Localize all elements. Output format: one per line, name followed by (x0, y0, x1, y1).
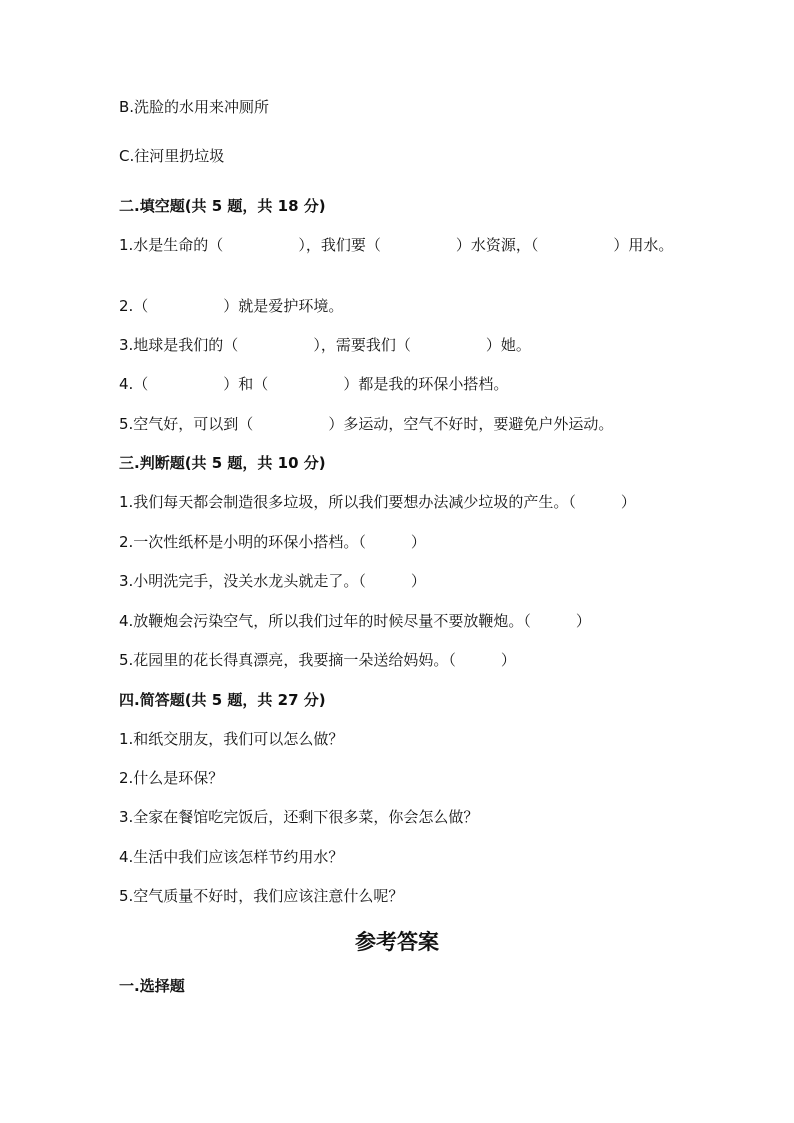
short-answer-q4: 4.生活中我们应该怎样节约用水？ (119, 848, 344, 866)
short-answer-q1: 1.和纸交朋友，我们可以怎么做？ (119, 730, 344, 748)
option-b: B.洗脸的水用来冲厕所 (119, 98, 270, 116)
answer-key-title: 参考答案 (355, 929, 439, 954)
judgement-q4: 4.放鞭炮会污染空气，所以我们过年的时候尽量不要放鞭炮。（ ） (119, 612, 591, 630)
option-c: C.往河里扔垃圾 (119, 147, 225, 165)
short-answer-q2: 2.什么是环保？ (119, 769, 224, 787)
answer-section-1-heading: 一.选择题 (119, 977, 185, 995)
short-answer-q3: 3.全家在餐馆吃完饭后，还剩下很多菜，你会怎么做？ (119, 808, 479, 826)
judgement-q2: 2.一次性纸杯是小明的环保小搭档。（ ） (119, 533, 426, 551)
fill-blank-q5: 5.空气好，可以到（ ）多运动，空气不好时，要避免户外运动。 (119, 415, 614, 433)
judgement-q1: 1.我们每天都会制造很多垃圾，所以我们要想办法减少垃圾的产生。（ ） (119, 493, 636, 511)
fill-blank-q3: 3.地球是我们的（ ），需要我们（ ）她。 (119, 336, 531, 354)
fill-blank-q4: 4.（ ）和（ ）都是我的环保小搭档。 (119, 375, 509, 393)
fill-blank-q2: 2.（ ）就是爱护环境。 (119, 297, 344, 315)
judgement-heading: 三.判断题(共 5 题，共 10 分) (119, 454, 326, 472)
short-answer-heading: 四.简答题(共 5 题，共 27 分) (119, 691, 326, 709)
short-answer-q5: 5.空气质量不好时，我们应该注意什么呢？ (119, 887, 404, 905)
fill-blank-heading: 二.填空题(共 5 题，共 18 分) (119, 197, 326, 215)
judgement-q5: 5.花园里的花长得真漂亮，我要摘一朵送给妈妈。（ ） (119, 651, 516, 669)
fill-blank-q1: 1.水是生命的（ ），我们要（ ）水资源，（ ）用水。 (119, 236, 674, 254)
judgement-q3: 3.小明洗完手，没关水龙头就走了。（ ） (119, 572, 426, 590)
